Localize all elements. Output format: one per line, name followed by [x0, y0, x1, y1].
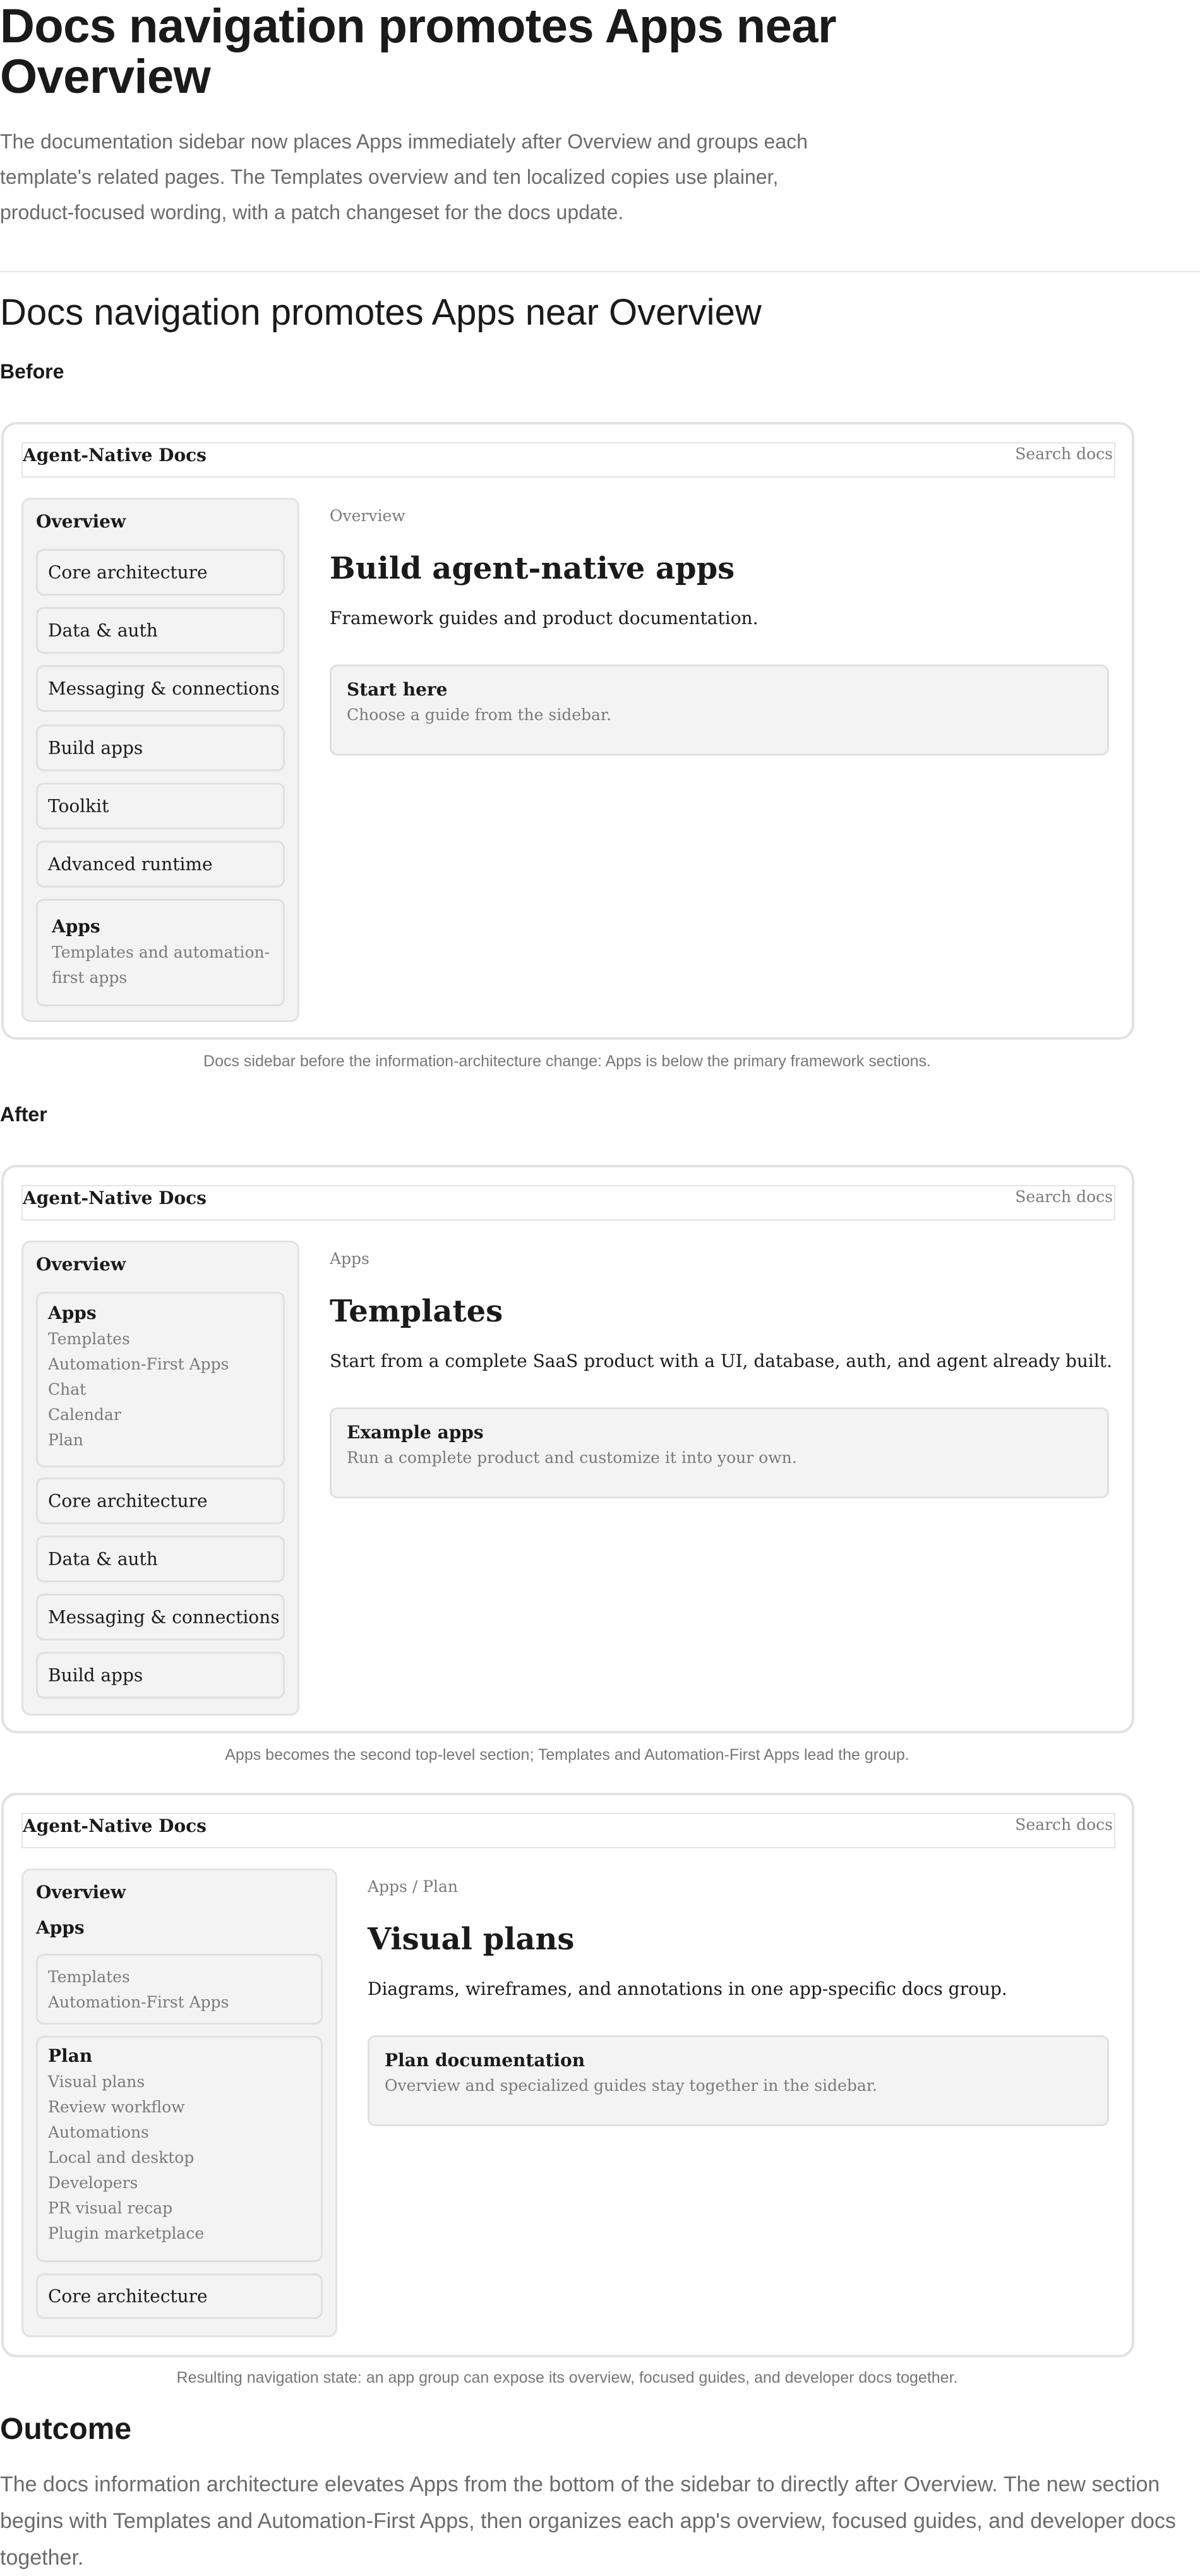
apps-subitem[interactable]: Calendar [48, 1405, 121, 1424]
plan-subitem[interactable]: Plugin marketplace [48, 2224, 205, 2242]
after-label: After [0, 1103, 47, 1126]
sidebar [21, 1869, 337, 2337]
sidebar-item-label: Messaging & connections [48, 678, 280, 699]
sidebar-item-label: Core architecture [48, 1490, 208, 1512]
info-card[interactable] [330, 1407, 1109, 1498]
plan-subitem[interactable]: Local and desktop [48, 2148, 195, 2167]
breadcrumb[interactable]: Overview [330, 507, 405, 525]
brand-logo[interactable]: Agent-Native Docs [23, 445, 207, 466]
card-subtitle: Choose a guide from the sidebar. [347, 706, 612, 724]
content-description: Framework guides and product documentation. [330, 608, 759, 629]
section-heading: Docs navigation promotes Apps near Overview [0, 292, 762, 333]
plan-subitem[interactable]: Automations [48, 2123, 149, 2141]
apps-subitem[interactable]: Templates [48, 1330, 130, 1348]
sidebar-item-apps[interactable]: Apps [36, 1917, 85, 1938]
mock-topbar [21, 1185, 1115, 1220]
card-subtitle: Run a complete product and customize it into your own. [347, 1448, 797, 1467]
sidebar-item[interactable] [36, 841, 285, 888]
sidebar-item-overview[interactable]: Overview [36, 1254, 126, 1275]
apps-subitem[interactable]: Plan [48, 1431, 83, 1449]
apps-subitem[interactable]: Chat [48, 1380, 87, 1399]
mock-topbar [21, 1813, 1115, 1848]
card-subtitle: Overview and specialized guides stay together in the sidebar. [385, 2076, 877, 2095]
plan-subitem[interactable]: Visual plans [48, 2073, 145, 2091]
sidebar-item[interactable] [36, 665, 285, 712]
page-summary: The documentation sidebar now places Apps immediately after Overview and groups each template's related pages. The Templates overview and ten localized copies use plainer, product-focused wording, with a patch changeset for the docs update. [0, 130, 808, 224]
sidebar [21, 498, 299, 1022]
before-mockup [1, 422, 1134, 1040]
sidebar-item-label: Messaging & connections [48, 1606, 280, 1628]
brand-logo[interactable]: Agent-Native Docs [23, 1188, 207, 1208]
apps-subtitle-line2: first apps [52, 968, 128, 987]
sidebar-item-label: Advanced runtime [48, 853, 213, 875]
after-mockup [1, 1165, 1134, 1733]
sidebar-item-label: Build apps [48, 1664, 143, 1686]
plan-title: Plan [48, 2045, 93, 2066]
sidebar-item-label: Toolkit [48, 795, 109, 817]
sidebar-group-templates[interactable] [36, 1954, 323, 2025]
figure-caption: Resulting navigation state: an app group can expose its overview, focused guides, and developer docs together. [176, 2369, 958, 2386]
search-input[interactable]: Search docs [1015, 1815, 1113, 1834]
sidebar-item-label: Core architecture [48, 562, 208, 583]
apps-subtitle-line1: Templates and automation- [52, 943, 270, 961]
plan-subitem[interactable]: PR visual recap [48, 2199, 173, 2217]
content-title: Build agent-native apps [330, 551, 735, 586]
sidebar-group-apps[interactable] [36, 1292, 285, 1467]
plan-subitem[interactable]: Review workflow [48, 2098, 185, 2116]
content-title: Visual plans [368, 1922, 575, 1957]
figure-caption: Docs sidebar before the information-architecture change: Apps is below the primary framework sections. [203, 1052, 931, 1070]
brand-logo[interactable]: Agent-Native Docs [23, 1815, 207, 1836]
search-input[interactable]: Search docs [1015, 1188, 1113, 1206]
sidebar-group-plan[interactable] [36, 2036, 323, 2262]
sidebar-item[interactable] [36, 783, 285, 829]
sidebar-item-label: Data & auth [48, 620, 158, 641]
content-description: Diagrams, wireframes, and annotations in one app-specific docs group. [368, 1978, 1007, 1999]
sidebar-item[interactable] [36, 549, 285, 596]
sidebar-item-label: Build apps [48, 737, 143, 759]
apps-subitem[interactable]: Automation-First Apps [48, 1355, 229, 1373]
apps-subitem[interactable]: Templates [48, 1968, 130, 1986]
outcome-heading: Outcome [0, 2412, 132, 2446]
card-title: Plan documentation [385, 2050, 585, 2071]
sidebar [21, 1241, 299, 1716]
page-title: Docs navigation promotes Apps near Overview [0, 0, 836, 104]
card-title: Start here [347, 679, 448, 700]
info-card[interactable] [330, 665, 1109, 755]
before-label: Before [0, 360, 64, 383]
sidebar-item[interactable] [36, 1652, 285, 1699]
card-title: Example apps [347, 1422, 484, 1443]
breadcrumb[interactable]: Apps [330, 1249, 369, 1268]
plan-mockup [1, 1793, 1134, 2357]
sidebar-item[interactable] [36, 607, 285, 654]
divider [0, 271, 1200, 272]
sidebar-item[interactable] [36, 2273, 323, 2319]
mock-topbar [21, 442, 1115, 478]
sidebar-item[interactable] [36, 1536, 285, 1582]
outcome-text: The docs information architecture elevates Apps from the bottom of the sidebar to directly after Overview. The new section begins with Templates and Automation-First Apps, then organizes each app's overview, focused guides, and developer docs together. [0, 2472, 1176, 2570]
apps-title: Apps [52, 916, 100, 937]
plan-subitem[interactable]: Developers [48, 2174, 138, 2192]
info-card[interactable] [368, 2035, 1109, 2126]
apps-title: Apps [48, 1303, 97, 1323]
sidebar-group-apps[interactable] [36, 899, 285, 1006]
apps-subitem[interactable]: Automation-First Apps [48, 1993, 229, 2011]
sidebar-item-label: Data & auth [48, 1548, 158, 1570]
content-description: Start from a complete SaaS product with a UI, database, auth, and agent already built. [330, 1351, 1112, 1371]
breadcrumb[interactable]: Apps / Plan [368, 1877, 459, 1896]
search-input[interactable]: Search docs [1015, 445, 1113, 463]
sidebar-item-overview[interactable]: Overview [36, 1882, 126, 1903]
figure-caption: Apps becomes the second top-level section; Templates and Automation-First Apps lead the group. [225, 1746, 909, 1764]
sidebar-item-overview[interactable]: Overview [36, 511, 126, 532]
content-title: Templates [330, 1294, 503, 1329]
sidebar-item[interactable] [36, 725, 285, 771]
sidebar-item[interactable] [36, 1594, 285, 1640]
sidebar-item-label: Core architecture [48, 2285, 208, 2307]
sidebar-item[interactable] [36, 1478, 285, 1524]
